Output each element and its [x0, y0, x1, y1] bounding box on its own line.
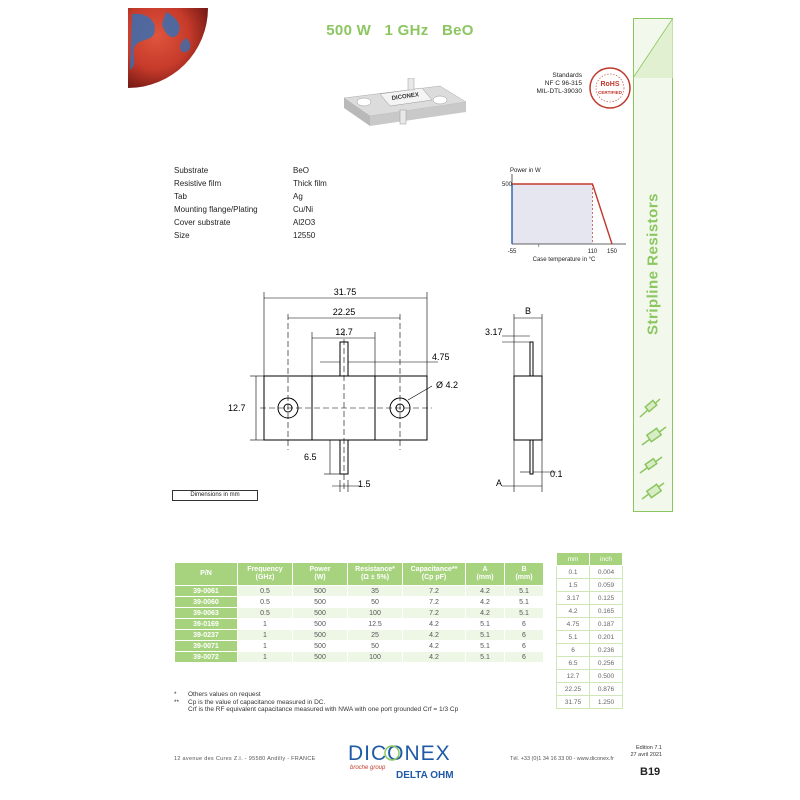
spec-value: Al2O3	[293, 218, 316, 227]
table-row: 1.5 0.059	[557, 579, 623, 592]
table-row: 3.17 0.125	[557, 592, 623, 605]
dim-height: 12.7	[228, 403, 246, 413]
table-row: 39-0169 1 500 12.5 4.2 5.1 6	[175, 619, 544, 630]
spec-label: Resistive film	[174, 179, 222, 188]
dim-body-width: 12.7	[335, 327, 353, 337]
spec-label: Cover substrate	[174, 218, 231, 227]
rohs-text: RoHS	[600, 81, 620, 88]
globe-image	[128, 8, 208, 88]
standards-block	[520, 72, 582, 96]
chart-ytick-label: 500	[501, 182, 512, 188]
table-row: 39-0060 0.5 500 50 7.2 4.2 5.1	[175, 597, 544, 608]
parts-table	[174, 562, 544, 663]
col-header: mm	[557, 553, 590, 566]
chart-xlabel: Case temperature in °C	[532, 257, 596, 263]
sidebar-corner-decoration	[633, 18, 673, 78]
table-row: 39-0071 1 500 50 4.2 5.1 6	[175, 641, 544, 652]
certified-text: CERTIFIED	[598, 90, 622, 95]
logo-brand2: DELTA OHM	[396, 770, 454, 781]
spec-value: BeO	[293, 166, 310, 175]
chart-xtick-label: -55	[507, 249, 517, 255]
table-row: 4.75 0.187	[557, 618, 623, 631]
side-view-body	[514, 376, 542, 440]
spec-label: Mounting flange/Plating	[174, 205, 258, 214]
footnote: Crf is the RF equivalent capacitance measured with NWA with one port grounded Crf = 1/3 Cp	[188, 706, 459, 713]
page-number: B19	[640, 766, 661, 778]
table-row: 6 0.236	[557, 644, 623, 657]
table-row: 39-0061 0.5 500 35 7.2 4.2 5.1	[175, 586, 544, 597]
col-header: P/N	[175, 563, 238, 586]
col-header: A (mm)	[466, 563, 505, 586]
col-header: Power (W)	[293, 563, 348, 586]
spec-label: Tab	[174, 192, 187, 201]
dimensions-note: Dimensions in mm	[172, 490, 258, 501]
dim-side-a: A	[496, 478, 503, 488]
edition-block	[612, 745, 662, 759]
spec-value: 12550	[293, 231, 316, 240]
table-row: 6.5 0.256	[557, 657, 623, 670]
table-row: 12.7 0.500	[557, 670, 623, 683]
table-row: 39-0063 0.5 500 100 7.2 4.2 5.1	[175, 608, 544, 619]
resistor-product-image	[340, 78, 470, 133]
dim-tab-width: 1.5	[358, 479, 371, 489]
standards-label: Standards	[552, 72, 582, 79]
power-derating-chart	[490, 160, 630, 270]
col-header: Resistance* (Ω ± 5%)	[348, 563, 403, 586]
edition-number: Edition 7.1	[636, 745, 662, 751]
table-row: 39-0237 1 500 25 4.2 5.1 6	[175, 630, 544, 641]
col-header: Capacitance** (Cp pF)	[403, 563, 466, 586]
table-row: 5.1 0.201	[557, 631, 623, 644]
spec-value: Thick film	[293, 179, 327, 188]
page-title: 500 W 1 GHz BeO	[326, 22, 474, 39]
resistor-icons	[636, 395, 670, 505]
dim-side-tab: 0.1	[550, 469, 563, 479]
spec-value: Ag	[293, 192, 303, 201]
dim-side-thickness: 3.17	[485, 327, 503, 337]
spec-label: Substrate	[174, 166, 209, 175]
col-header: B (mm)	[505, 563, 544, 586]
table-row: 39-0072 1 500 100 4.2 5.1 6	[175, 652, 544, 663]
spec-value: Cu/Ni	[293, 205, 314, 214]
col-header: Frequency (GHz)	[238, 563, 293, 586]
category-label-wrap	[633, 192, 673, 336]
chart-ylabel: Power in W	[510, 168, 541, 174]
parts-table-header	[175, 563, 544, 586]
logo-sub: broche group	[350, 765, 386, 771]
dim-side-b: B	[524, 306, 532, 316]
chart-xtick-label: 150	[606, 249, 618, 255]
table-row: 22.25 0.876	[557, 683, 623, 696]
mm-inch-table	[556, 552, 623, 709]
rohs-certified-badge	[588, 66, 632, 110]
category-label: Stripline Resistors	[644, 192, 662, 336]
footnotes	[174, 691, 458, 714]
footer-address: 12 avenue des Cures Z.I. - 95580 Andilly - FRANCE	[174, 756, 316, 762]
product-brand-text: DICONEX	[391, 92, 420, 102]
standard-item: MIL-DTL-39030	[536, 88, 582, 95]
dim-hole-spacing: 22.25	[332, 307, 356, 317]
dimension-drawing	[160, 280, 610, 510]
table-row: 31.75 1.250	[557, 696, 623, 709]
dim-hole-diameter: Ø 4.2	[436, 380, 459, 390]
standard-item: NF C 96-315	[544, 80, 582, 87]
table-row: 4.2 0.165	[557, 605, 623, 618]
chart-xtick-label: 110	[587, 249, 598, 255]
col-header: inch	[590, 553, 623, 566]
footnote: * Others values on request	[174, 691, 261, 698]
footnote: ** Cp is the value of capacitance measured in DC.	[174, 698, 326, 706]
table-row: 0.1 0.004	[557, 566, 623, 579]
dim-tab-length: 6.5	[304, 452, 317, 462]
dim-tab-offset: 4.75	[432, 352, 450, 362]
logo-name: DICONEX	[348, 742, 451, 765]
chart-area-fill	[512, 184, 592, 244]
footer-contact: Tél. +33 (0)1 34 16 33 00 - www.diconex.fr	[510, 756, 614, 762]
dim-overall-length: 31.75	[333, 287, 357, 297]
spec-label: Size	[174, 231, 190, 240]
diconex-logo	[346, 738, 481, 782]
edition-date: 27 avril 2021	[630, 752, 662, 758]
